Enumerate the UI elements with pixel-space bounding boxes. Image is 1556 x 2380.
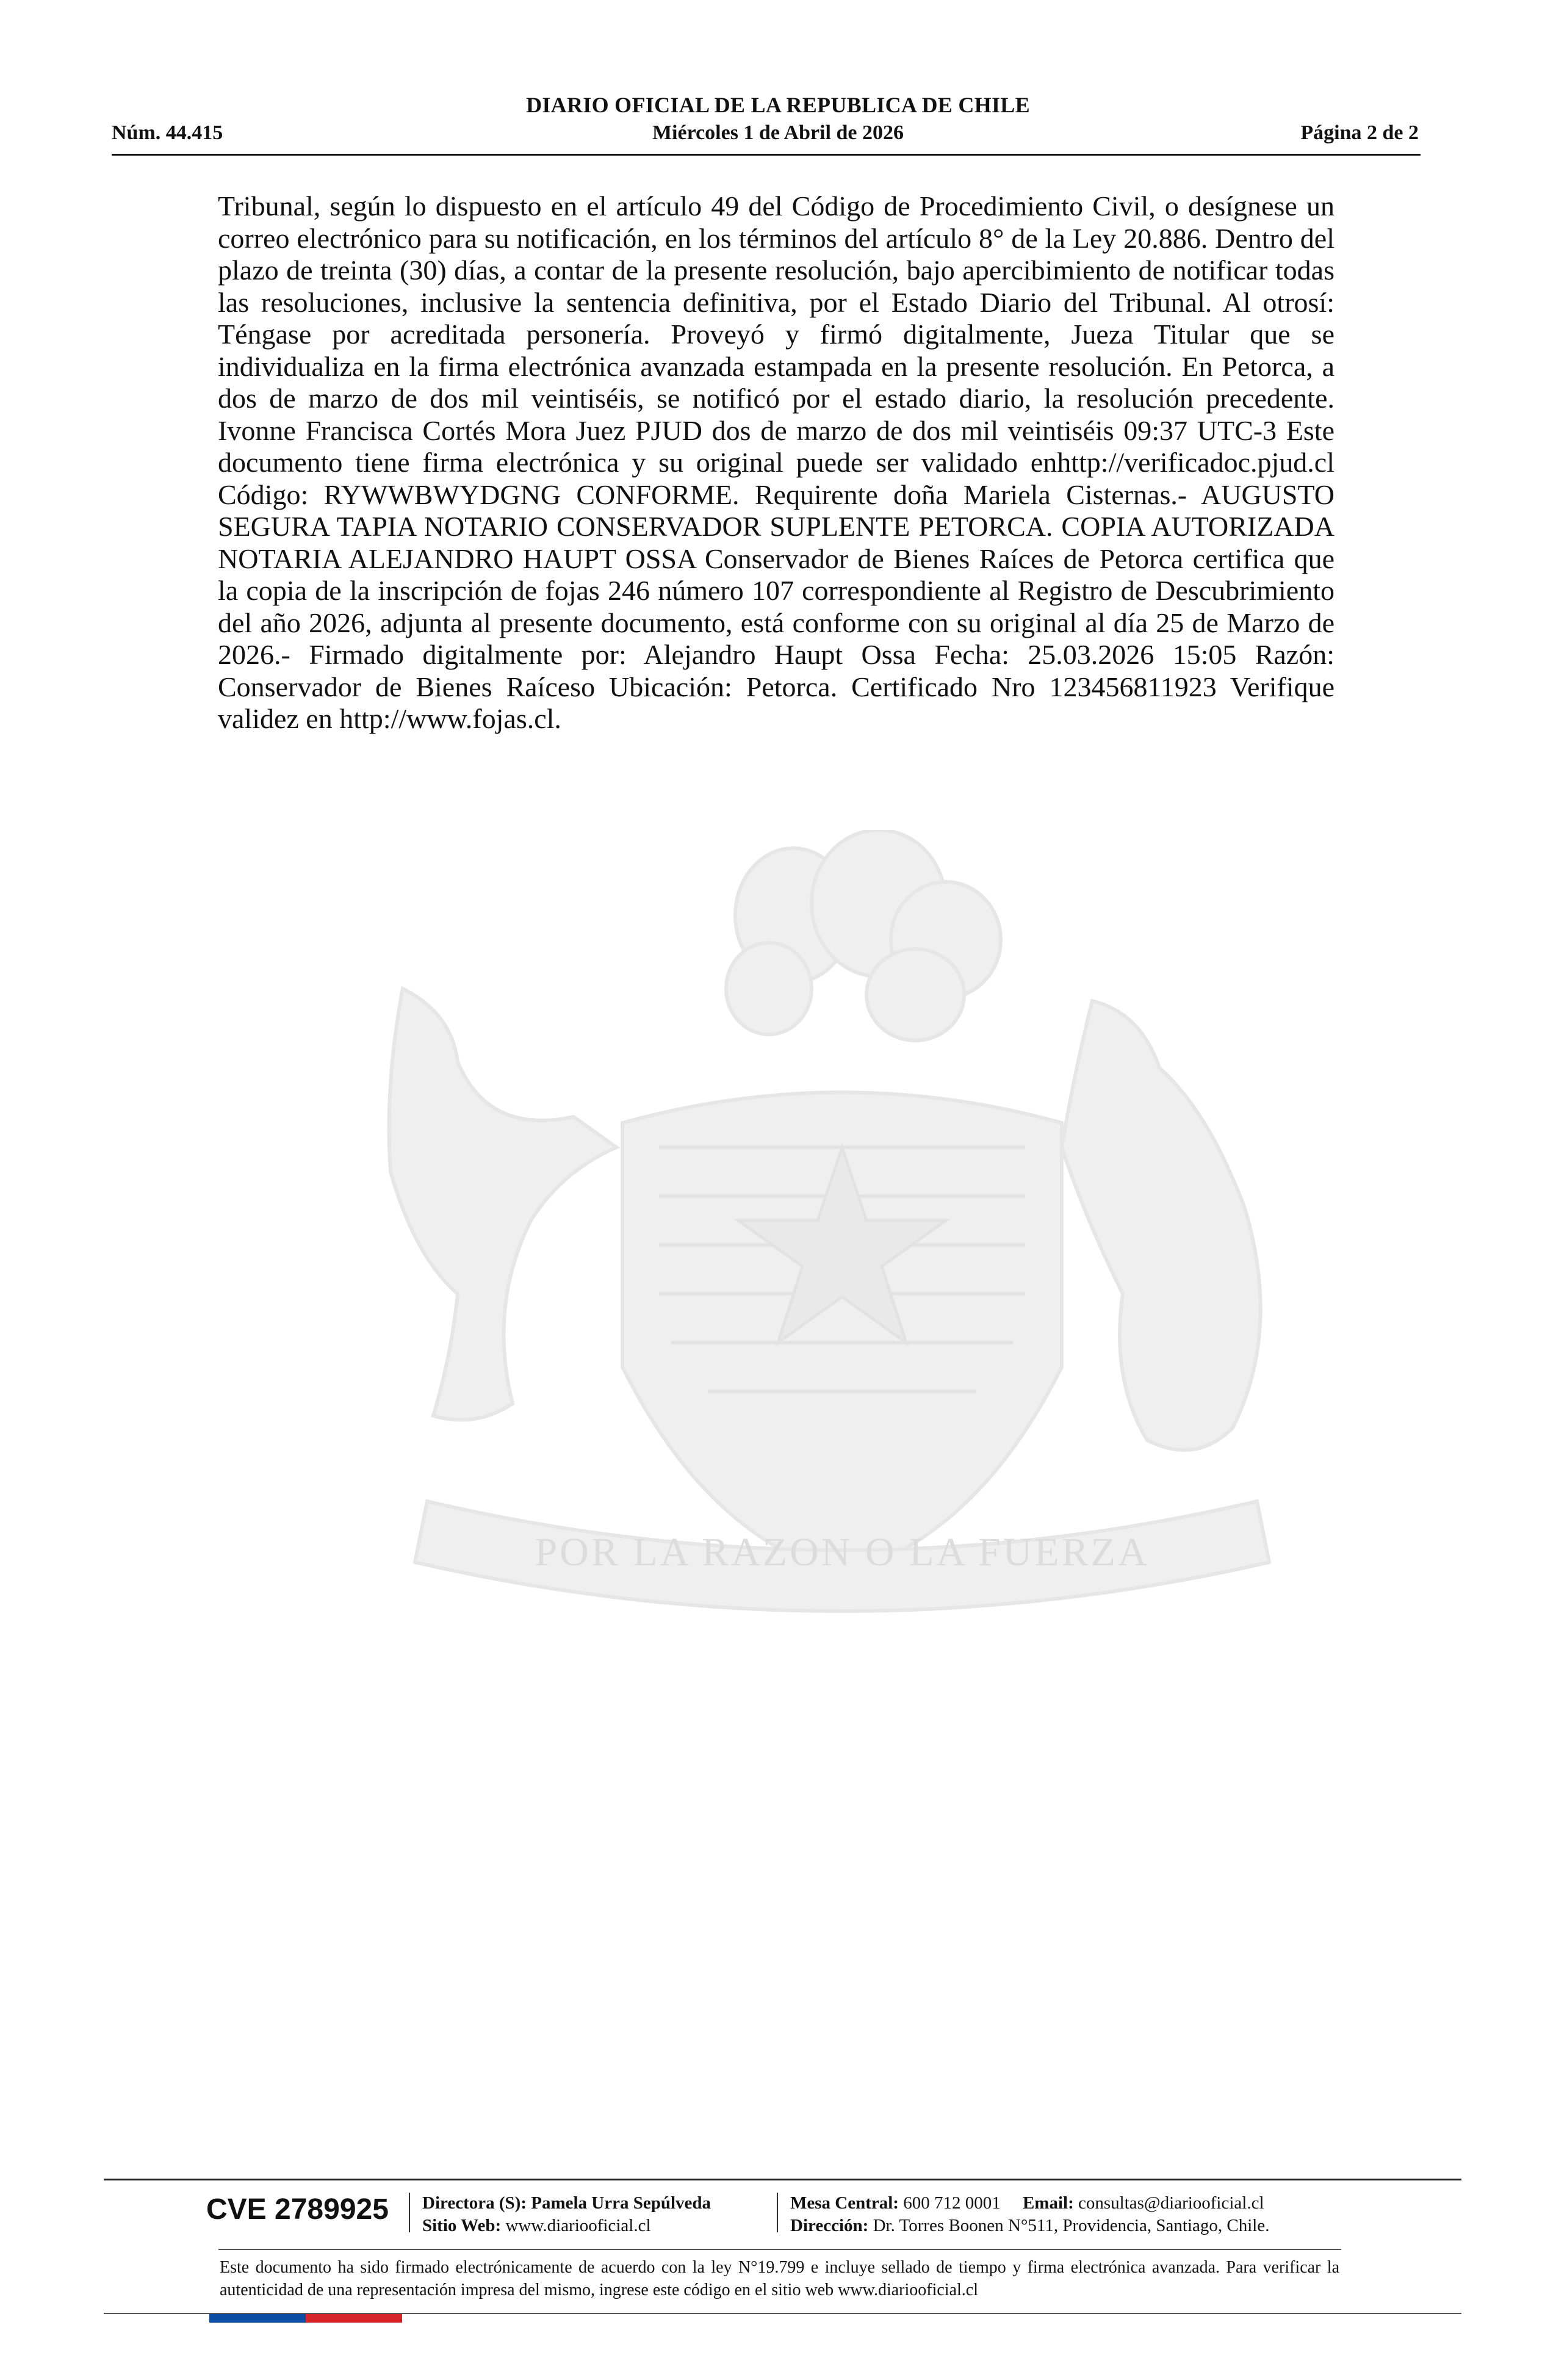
web-label: Sitio Web: [422,2216,502,2235]
watermark-motto: POR LA RAZON O LA FUERZA [535,1530,1150,1574]
footer-top-rule [104,2179,1461,2180]
footer-contact-right [790,2192,1269,2237]
footer-separator [409,2193,410,2232]
header-divider [112,154,1421,156]
phone-label: Mesa Central: [790,2193,899,2213]
web-link[interactable]: www.diariooficial.cl [505,2216,651,2235]
director-label: Directora (S): [422,2193,527,2213]
issue-date: Miércoles 1 de Abril de 2026 [652,121,904,144]
phone-value: 600 712 0001 [903,2193,1001,2213]
email-link[interactable]: consultas@diariooficial.cl [1078,2193,1264,2213]
page-indicator: Página 2 de 2 [1300,121,1419,144]
footer-contact-left [422,2192,711,2237]
chile-coat-of-arms-icon [330,830,1355,1672]
flag-stripe-red [306,2314,402,2323]
footer-mid-rule [218,2249,1341,2250]
cve-code: CVE 2789925 [206,2193,389,2226]
flag-stripe-blue [209,2314,306,2323]
address-label: Dirección: [790,2216,869,2235]
issue-number: Núm. 44.415 [112,121,223,144]
email-label: Email: [1022,2193,1074,2213]
footer-separator [777,2193,778,2232]
newspaper-title: DIARIO OFICIAL DE LA REPUBLICA DE CHILE [526,93,1030,117]
resolution-text: Tribunal, según lo dispuesto en el artículo 49 del Código de Procedimiento Civil, o desígnese un correo electrónico para su notificación, en los términos del artículo 8° de la Ley 20.886. Dentro del plazo de treinta (30) días, a contar de la presente resolución, bajo apercibimiento de notificar todas las resoluciones, inclusive la sentencia definitiva, por el Estado Diario del Tribunal. Al otrosí: Téngase por acreditada personería. Proveyó y firmó digitalmente, Jueza Titular que se individualiza en la firma electrónica avanzada estampada en la presente resolución. En Petorca, a dos de marzo de dos mil veintiséis, se notificó por el estado diario, la resolución precedente. Ivonne Francisca Cortés Mora Juez PJUD dos de marzo de dos mil veintiséis 09:37 UTC-3 Este documento tiene firma electrónica y su original puede ser validado enhttp://verificadoc.pjud.cl Código: RYWWBWYDGNG CONFORME. Requirente doña Mariela Cisternas.- AUGUSTO SEGURA TAPIA NOTARIO CONSERVADOR SUPLENTE PETORCA. COPIA AUTORIZADA NOTARIA ALEJANDRO HAUPT OSSA Conservador de Bienes Raíces de Petorca certifica que la copia de la inscripción de fojas 246 número 107 correspondiente al Registro de Descubrimiento del año 2026, adjunta al presente documento, está conforme con su original al día 25 de Marzo de 2026.- Firmado digitalmente por: Alejandro Haupt Ossa Fecha: 25.03.2026 15:05 Razón: Conservador de Bienes Raíceso Ubicación: Petorca. Certificado Nro 123456811923 Verifique validez en http://www.fojas.cl. [218,190,1334,734]
signature-note: Este documento ha sido firmado electrónicamente de acuerdo con la ley N°19.799 e incluye sellado de tiempo y firma electrónica avanzada. Para verificar la autenticidad de una representación impresa del mismo, ingrese este código en el sitio web www.diariooficial.cl [220,2258,1339,2299]
director-name: Pamela Urra Sepúlveda [531,2193,711,2213]
address-value: Dr. Torres Boonen N°511, Providencia, Santiago, Chile. [873,2216,1270,2235]
